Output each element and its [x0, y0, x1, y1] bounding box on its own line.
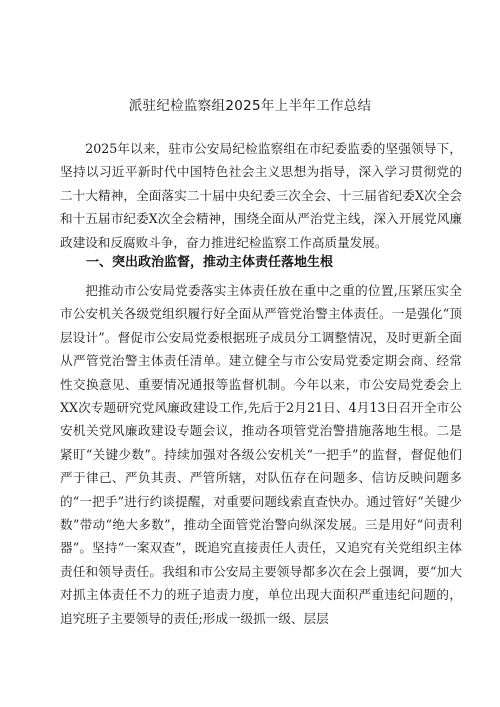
intro-paragraph: 2025年以来，驻市公安局纪检监察组在市纪委监委的坚强领导下，坚持以习近平新时代中国特色社会主义思想为指导，深入学习贯彻党的二十大精神，全面落实二十届中央纪委三次全会、十三届省纪委X次全会和十五届市纪委X次全会精神，围绕全面从严治党主线，深入开展党风廉政建设和反腐败斗争，奋力推进纪检监察工作高质量发展。 — [60, 141, 462, 250]
document-title: 派驻纪检监察组2025年上半年工作总结 — [128, 98, 372, 114]
section-1-paragraph: 把推动市公安局党委落实主体责任放在重中之重的位置,压紧压实全市公安机关各级党组织履行好全面从严管党治警主体责任。一是强化“顶层设计”。督促市公安局党委根据班子成员分工调整情况，及时更新全面从严管党治警主体责任清单。建立健全与市公安局党委定期会商、经常性交换意见、重要情况通报等监督机制。今年以来，市公安局党委会上XX次专题研究党风廉政建设工作,先后于2月21日、4月13日召开全市公安机关党风廉政建设专题会议，推动各项管党治警措施落地生根。二是紧盯“关键少数”。持续加强对各级公安机关“一把手”的监督，督促他们严于律己、严负其责、严管所辖，对队伍存在问题多、信访反映问题多的“一把手”进行约谈提醒，对重要问题线索直查快办。通过管好“关键少数”带动“绝大多数”，推动全面管党治警向纵深发展。三是用好“问责利器”。坚持“一案双查”，既追究直接责任人责任，又追究有关党组织主体责任和领导责任。我组和市公安局主要领导都多次在会上强调，要“加大对抓主体责任不力的班子追责力度，单位出现大面积严重违纪问题的，追究班子主要领导的责任;形成一级抓一级、层层 — [60, 283, 462, 626]
section-heading-political-supervision: 一、突出政治监督，推动主体责任落地生根 — [86, 255, 334, 270]
